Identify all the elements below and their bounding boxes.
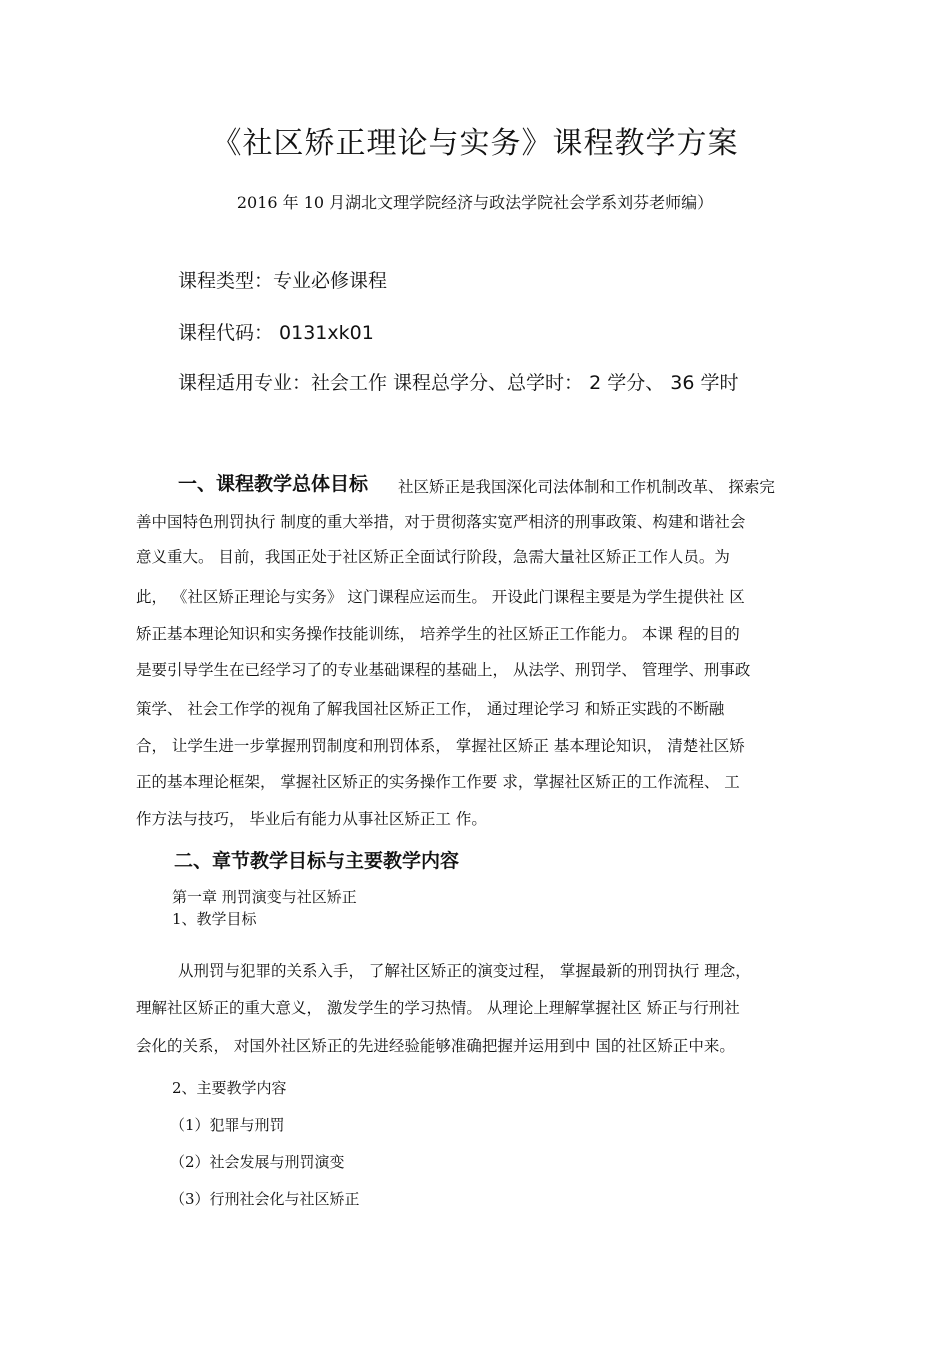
list-item: （2）社会发展与刑罚演变	[170, 1153, 345, 1171]
document-subtitle: 2016 年 10 月湖北文理学院经济与政法学院社会学系刘芬老师编）	[236, 193, 714, 212]
teaching-goal-label: 1、教学目标	[172, 910, 257, 928]
paragraph-line: 从刑罚与犯罪的关系入手， 了解社区矫正的演变过程， 掌握最新的刑罚执行 理念，	[178, 962, 751, 980]
paragraph-line: 意义重大。 目前，我国正处于社区矫正全面试行阶段，急需大量社区矫正工作人员。为	[136, 548, 730, 566]
chapter-title: 第一章 刑罚演变与社区矫正	[172, 888, 357, 906]
paragraph-line: 是要引导学生在已经学习了的专业基础课程的基础上， 从法学、刑罚学、 管理学、刑事政	[136, 661, 751, 679]
teaching-content-label: 2、主要教学内容	[172, 1079, 287, 1097]
paragraph-line: 正的基本理论框架， 掌握社区矫正的实务操作工作要 求，掌握社区矫正的工作流程、 工	[136, 773, 740, 791]
course-major-credits: 课程适用专业：社会工作 课程总学分、总学时： 2 学分、 36 学时	[178, 372, 739, 394]
paragraph-line: 策学、 社会工作学的视角了解我国社区矫正工作， 通过理论学习 和矫正实践的不断融	[136, 700, 725, 718]
paragraph-line: 社区矫正是我国深化司法体制和工作机制改革、 探索完	[398, 478, 775, 496]
paragraph-line: 作方法与技巧， 毕业后有能力从事社区矫正工 作。	[136, 810, 487, 828]
list-item: （3）行刑社会化与社区矫正	[170, 1190, 360, 1208]
list-item: （1）犯罪与刑罚	[170, 1116, 285, 1134]
paragraph-line: 善中国特色刑罚执行 制度的重大举措，对于贯彻落实宽严相济的刑事政策、构建和谐社会	[136, 513, 746, 531]
paragraph-line: 理解社区矫正的重大意义， 激发学生的学习热情。 从理论上理解掌握社区 矫正与行刑社	[136, 999, 740, 1017]
paragraph-line: 会化的关系， 对国外社区矫正的先进经验能够准确把握并运用到中 国的社区矫正中来。	[136, 1037, 735, 1055]
paragraph-line: 合， 让学生进一步掌握刑罚制度和刑罚体系， 掌握社区矫正 基本理论知识， 清楚社区矫	[136, 737, 745, 755]
paragraph-line: 矫正基本理论知识和实务操作技能训练， 培养学生的社区矫正工作能力。 本课 程的目的	[136, 625, 740, 643]
paragraph-line: 此， 《社区矫正理论与实务》 这门课程应运而生。 开设此门课程主要是为学生提供社 区	[136, 588, 745, 606]
document-title: 《社区矫正理论与实务》课程教学方案	[211, 126, 739, 161]
section1-heading: 一、课程教学总体目标	[178, 473, 369, 495]
section2-heading: 二、章节教学目标与主要教学内容	[174, 850, 460, 872]
course-type: 课程类型：专业必修课程	[178, 270, 388, 292]
course-code: 课程代码： 0131xk01	[178, 322, 374, 344]
